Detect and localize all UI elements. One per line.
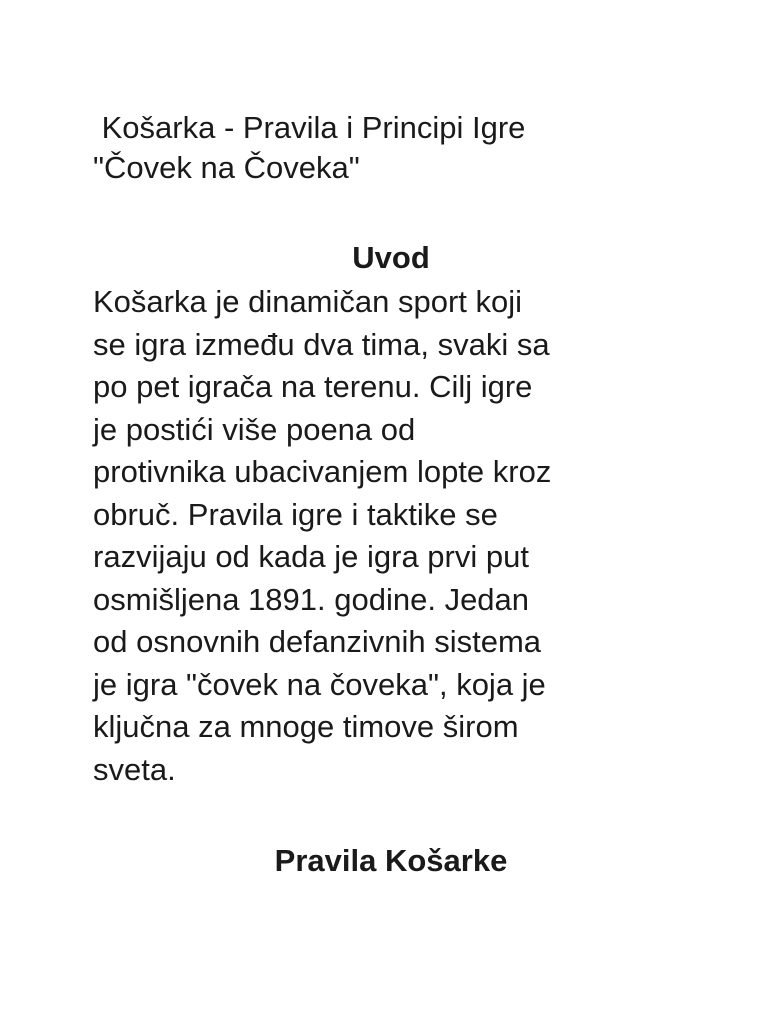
paragraph-line: je igra "čovek na čoveka", koja je (93, 666, 546, 702)
paragraph-line: sveta. (93, 751, 176, 787)
paragraph-line: razvijaju od kada je igra prvi put (93, 539, 529, 574)
title-line-1: Košarka - Pravila i Principi Igre (93, 110, 526, 145)
paragraph-line: ključna za mnoge timove širom (93, 709, 519, 744)
paragraph-line: osmišljena 1891. godine. Jedan (93, 581, 530, 617)
paragraph-line: je postići više poena od (93, 411, 416, 447)
document-title (93, 108, 693, 188)
paragraph-line: obruč. Pravila igre i taktike se (93, 496, 498, 532)
paragraph-line: od osnovnih defanzivnih sistema (93, 624, 542, 659)
title-line-2: "Čovek na Čoveka" (93, 150, 360, 185)
section-heading-uvod: Uvod (352, 240, 430, 275)
section-heading-pravila-kosarke: Pravila Košarke (274, 843, 508, 878)
intro-paragraph (93, 281, 693, 791)
paragraph-line: se igra između dva tima, svaki sa (93, 326, 550, 362)
paragraph-line: po pet igrača na terenu. Cilj igre (93, 369, 533, 404)
paragraph-line: protivnika ubacivanjem lopte kroz (93, 454, 552, 489)
paragraph-line: Košarka je dinamičan sport koji (93, 284, 523, 319)
